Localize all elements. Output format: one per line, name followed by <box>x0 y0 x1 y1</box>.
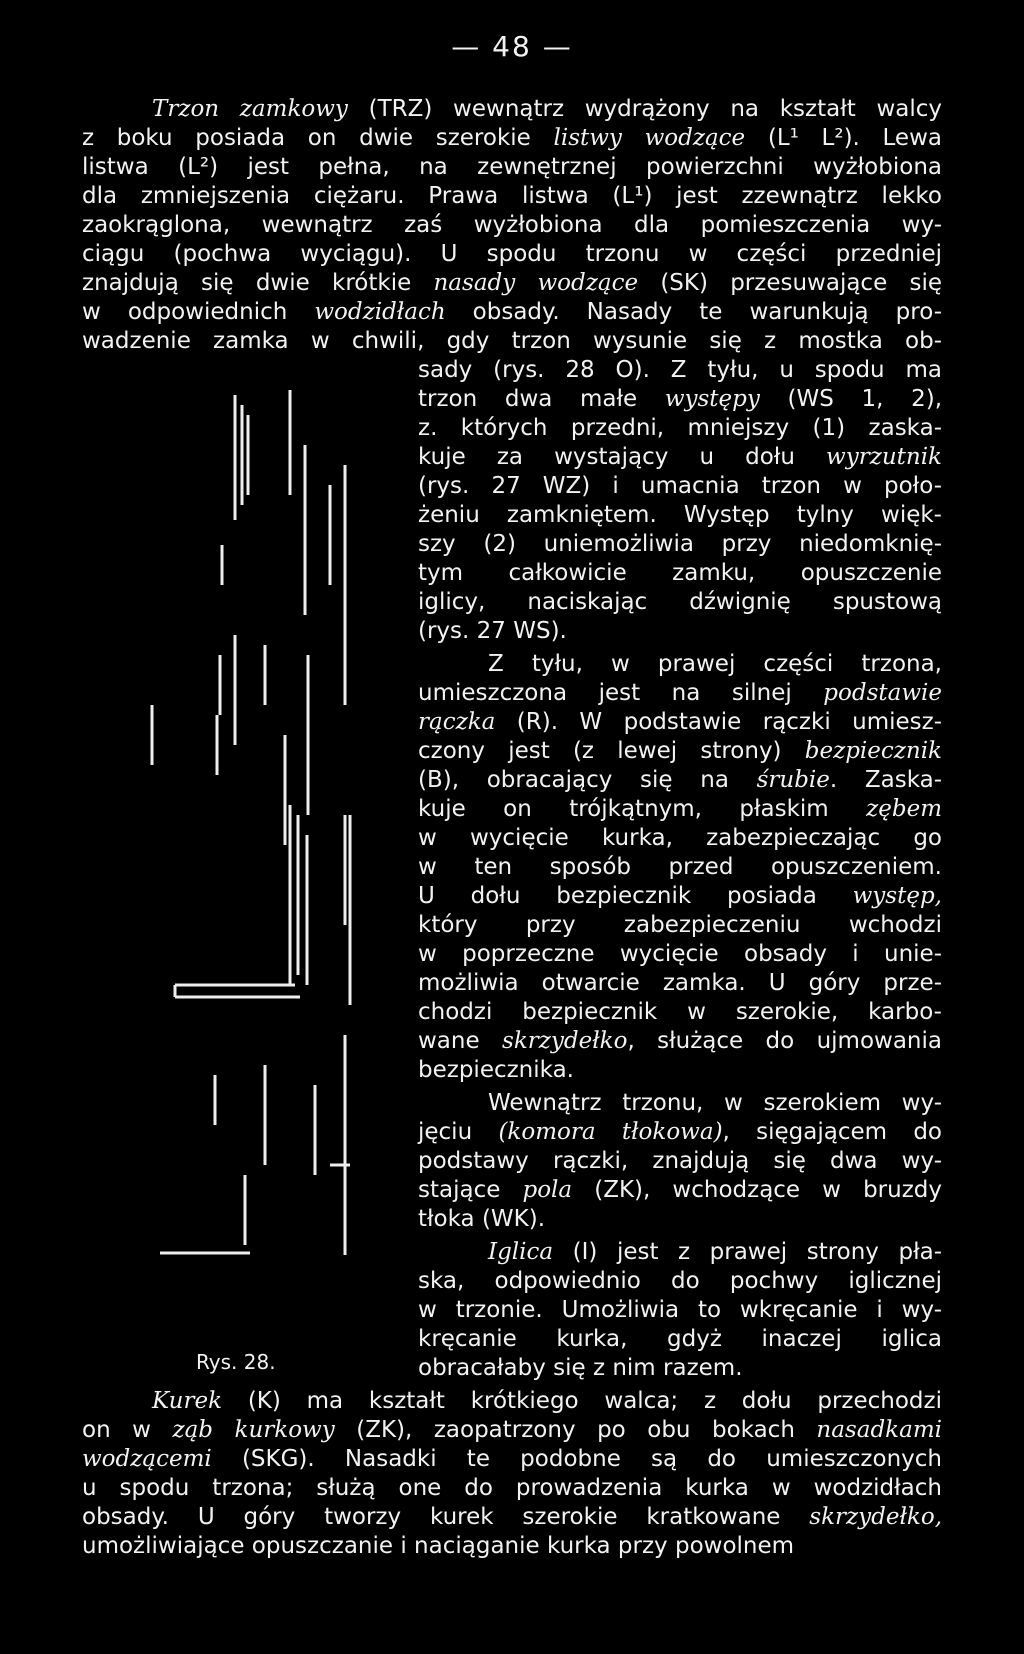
emphasized-term: wodzącemi <box>82 1446 212 1472</box>
text-line <box>82 94 942 124</box>
text-line <box>418 881 942 911</box>
text-run: (WS 1, 2), <box>759 386 943 412</box>
text-line <box>82 123 942 153</box>
emphasized-term: skrzydełko, <box>809 1504 942 1530</box>
text-run: tym całkowicie zamku, opuszczenie <box>418 560 942 586</box>
text-run: kuje on trójkątnym, płaskim <box>418 796 867 822</box>
emphasized-term: wodzidłach <box>314 299 446 325</box>
text-line <box>418 355 942 385</box>
text-run: sady (rys. 28 O). Z tyłu, u spodu ma <box>418 357 942 383</box>
emphasized-term: Kurek <box>152 1388 223 1414</box>
emphasized-term: bezpiecznik <box>804 738 942 764</box>
text-line <box>418 823 942 853</box>
text-run: chodzi bezpiecznik w szerokie, karbo- <box>418 999 942 1025</box>
text-line <box>418 649 942 679</box>
emphasized-term: ząb kurkowy <box>172 1417 335 1443</box>
text-run: iglicy, naciskając dźwignię spustową <box>418 589 942 615</box>
emphasized-term: (komora tłokowa) <box>498 1119 723 1145</box>
text-line <box>82 1502 942 1532</box>
text-run: dla zmniejszenia ciężaru. Prawa listwa (L¹) jest zzewnątrz lekko <box>82 183 942 209</box>
text-run: jęciu <box>418 1119 499 1145</box>
text-line <box>82 268 942 298</box>
text-run: podstawy rączki, znajdują się dwa wy- <box>418 1148 942 1174</box>
emphasized-term: zębem <box>866 796 942 822</box>
emphasized-term: nasady wodzące <box>433 270 639 296</box>
text-line <box>418 852 942 882</box>
text-run: w wycięcie kurka, zabezpieczając go <box>418 825 942 851</box>
text-run: (SK) przesuwające się <box>638 270 942 296</box>
text-run: znajdują się dwie krótkie <box>82 270 434 296</box>
text-run: (rys. 27 WZ) i umacnia trzon w poło- <box>418 473 942 499</box>
text-line <box>418 413 942 443</box>
text-run: (SKG). Nasadki te podobne są do umieszczonych <box>211 1446 942 1472</box>
text-run: umożliwiające opuszczanie i naciąganie kurka przy powolnem <box>82 1533 795 1559</box>
text-run: (ZK), zaopatrzony po obu bokach <box>334 1417 817 1443</box>
text-run: z boku posiada on dwie szerokie <box>82 125 554 151</box>
text-line <box>418 587 942 617</box>
text-run: tłoka (WK). <box>418 1206 546 1232</box>
text-run: czony jest (z lewej strony) <box>418 738 805 764</box>
emphasized-term: rączka <box>418 709 496 735</box>
text-run: szy (2) uniemożliwia przy niedomknię- <box>418 531 942 557</box>
text-line <box>418 384 942 414</box>
text-line <box>418 910 942 940</box>
text-line <box>82 1444 942 1474</box>
figure-bolt-drawing <box>140 385 410 1325</box>
text-run: Wewnątrz trzonu, w szerokiem wy- <box>488 1090 942 1116</box>
emphasized-term: występ, <box>852 883 942 909</box>
text-line <box>418 616 942 646</box>
text-run: (ZK), wchodzące w bruzdy <box>572 1177 942 1203</box>
text-line <box>82 239 942 269</box>
text-line <box>418 1146 942 1176</box>
text-run: on w <box>82 1417 173 1443</box>
page-number: — 48 — <box>451 30 573 63</box>
text-line <box>82 181 942 211</box>
text-line <box>82 210 942 240</box>
text-run: u spodu trzona; służą one do prowadzenia kurka w wodzidłach <box>82 1475 942 1501</box>
text-line <box>82 326 942 356</box>
text-line <box>418 678 942 708</box>
text-run: listwa (L²) jest pełna, na zewnętrznej powierzchni wyżłobiona <box>82 154 942 180</box>
text-line <box>418 1295 942 1325</box>
emphasized-term: pola <box>522 1177 573 1203</box>
text-line <box>82 1386 942 1416</box>
text-run: z. których przedni, mniejszy (1) zaska- <box>418 415 942 441</box>
text-line <box>82 152 942 182</box>
emphasized-term: Trzon zamkowy <box>152 96 348 122</box>
text-line <box>82 1415 942 1445</box>
text-line <box>418 765 942 795</box>
text-line <box>82 1473 942 1503</box>
text-run: stające <box>418 1177 523 1203</box>
emphasized-term: wyrzutnik <box>826 444 942 470</box>
text-run: wadzenie zamka w chwili, gdy trzon wysunie się z mostka ob- <box>82 328 942 354</box>
text-line <box>418 1055 942 1085</box>
text-run: możliwia otwarcie zamka. U góry prze- <box>418 970 942 996</box>
text-run: w odpowiednich <box>82 299 315 325</box>
text-line <box>418 968 942 998</box>
text-run: w ten sposób przed opuszczeniem. <box>418 854 942 880</box>
text-run: obracałaby się z nim razem. <box>418 1355 743 1381</box>
text-run: (K) ma kształt krótkiego walca; z dołu przechodzi <box>222 1388 942 1414</box>
text-run: trzon dwa małe <box>418 386 665 412</box>
text-run: obsady. Nasady te warunkują pro- <box>445 299 943 325</box>
text-line <box>418 939 942 969</box>
text-run: (TRZ) wewnątrz wydrążony na kształt walcy <box>347 96 942 122</box>
text-run: (L¹ L²). Lewa <box>745 125 942 151</box>
text-line <box>418 1175 942 1205</box>
text-run: żeniu zamkniętem. Występ tylny więk- <box>418 502 942 528</box>
text-line <box>418 1324 942 1354</box>
text-run: ciągu (pochwa wyciągu). U spodu trzonu w części przedniej <box>82 241 942 267</box>
figure-caption: Rys. 28. <box>196 1350 276 1374</box>
text-line <box>82 297 942 327</box>
text-line <box>418 500 942 530</box>
emphasized-term: listwy wodzące <box>553 125 746 151</box>
emphasized-term: nasadkami <box>816 1417 942 1443</box>
text-line <box>418 1204 942 1234</box>
text-run: zaokrąglona, wewnątrz zaś wyżłobiona dla pomieszczenia wy- <box>82 212 942 238</box>
text-run: w poprzeczne wycięcie obsady i unie- <box>418 941 942 967</box>
text-line <box>418 558 942 588</box>
text-line <box>418 707 942 737</box>
emphasized-term: występy <box>664 386 760 412</box>
text-run: Z tyłu, w prawej części trzona, <box>488 651 942 677</box>
text-line <box>418 736 942 766</box>
text-run: , służące do ujmowania <box>627 1028 942 1054</box>
text-run: . Zaska- <box>829 767 943 793</box>
text-run: (I) jest z prawej strony pła- <box>553 1239 942 1265</box>
text-line <box>418 1237 942 1267</box>
text-line <box>418 1117 942 1147</box>
text-run: ska, odpowiednio do pochwy iglicznej <box>418 1268 942 1294</box>
text-run: wane <box>418 1028 503 1054</box>
text-run: , sięgającem do <box>722 1119 942 1145</box>
text-line <box>82 1531 942 1561</box>
emphasized-term: podstawie <box>823 680 942 706</box>
text-line <box>418 1353 942 1383</box>
text-line <box>418 997 942 1027</box>
text-run: obsady. U góry tworzy kurek szerokie kratkowane <box>82 1504 810 1530</box>
text-run: U dołu bezpiecznik posiada <box>418 883 853 909</box>
text-run: (rys. 27 WS). <box>418 618 567 644</box>
text-line <box>418 1026 942 1056</box>
text-run: kuje za wystający u dołu <box>418 444 827 470</box>
text-run: umieszczona jest na silnej <box>418 680 824 706</box>
text-line <box>418 1088 942 1118</box>
text-run: który przy zabezpieczeniu wchodzi <box>418 912 942 938</box>
text-run: kręcanie kurka, gdyż inaczej iglica <box>418 1326 942 1352</box>
text-line <box>418 794 942 824</box>
emphasized-term: Iglica <box>488 1239 554 1265</box>
text-line <box>418 442 942 472</box>
text-run: (R). W podstawie rączki umiesz- <box>495 709 942 735</box>
emphasized-term: skrzydełko <box>502 1028 628 1054</box>
text-line <box>418 1266 942 1296</box>
text-line <box>418 529 942 559</box>
text-run: (B), obracający się na <box>418 767 757 793</box>
text-run: w trzonie. Umożliwia to wkręcanie i wy- <box>418 1297 942 1323</box>
text-run: bezpiecznika. <box>418 1057 574 1083</box>
emphasized-term: śrubie <box>756 767 830 793</box>
text-line <box>418 471 942 501</box>
